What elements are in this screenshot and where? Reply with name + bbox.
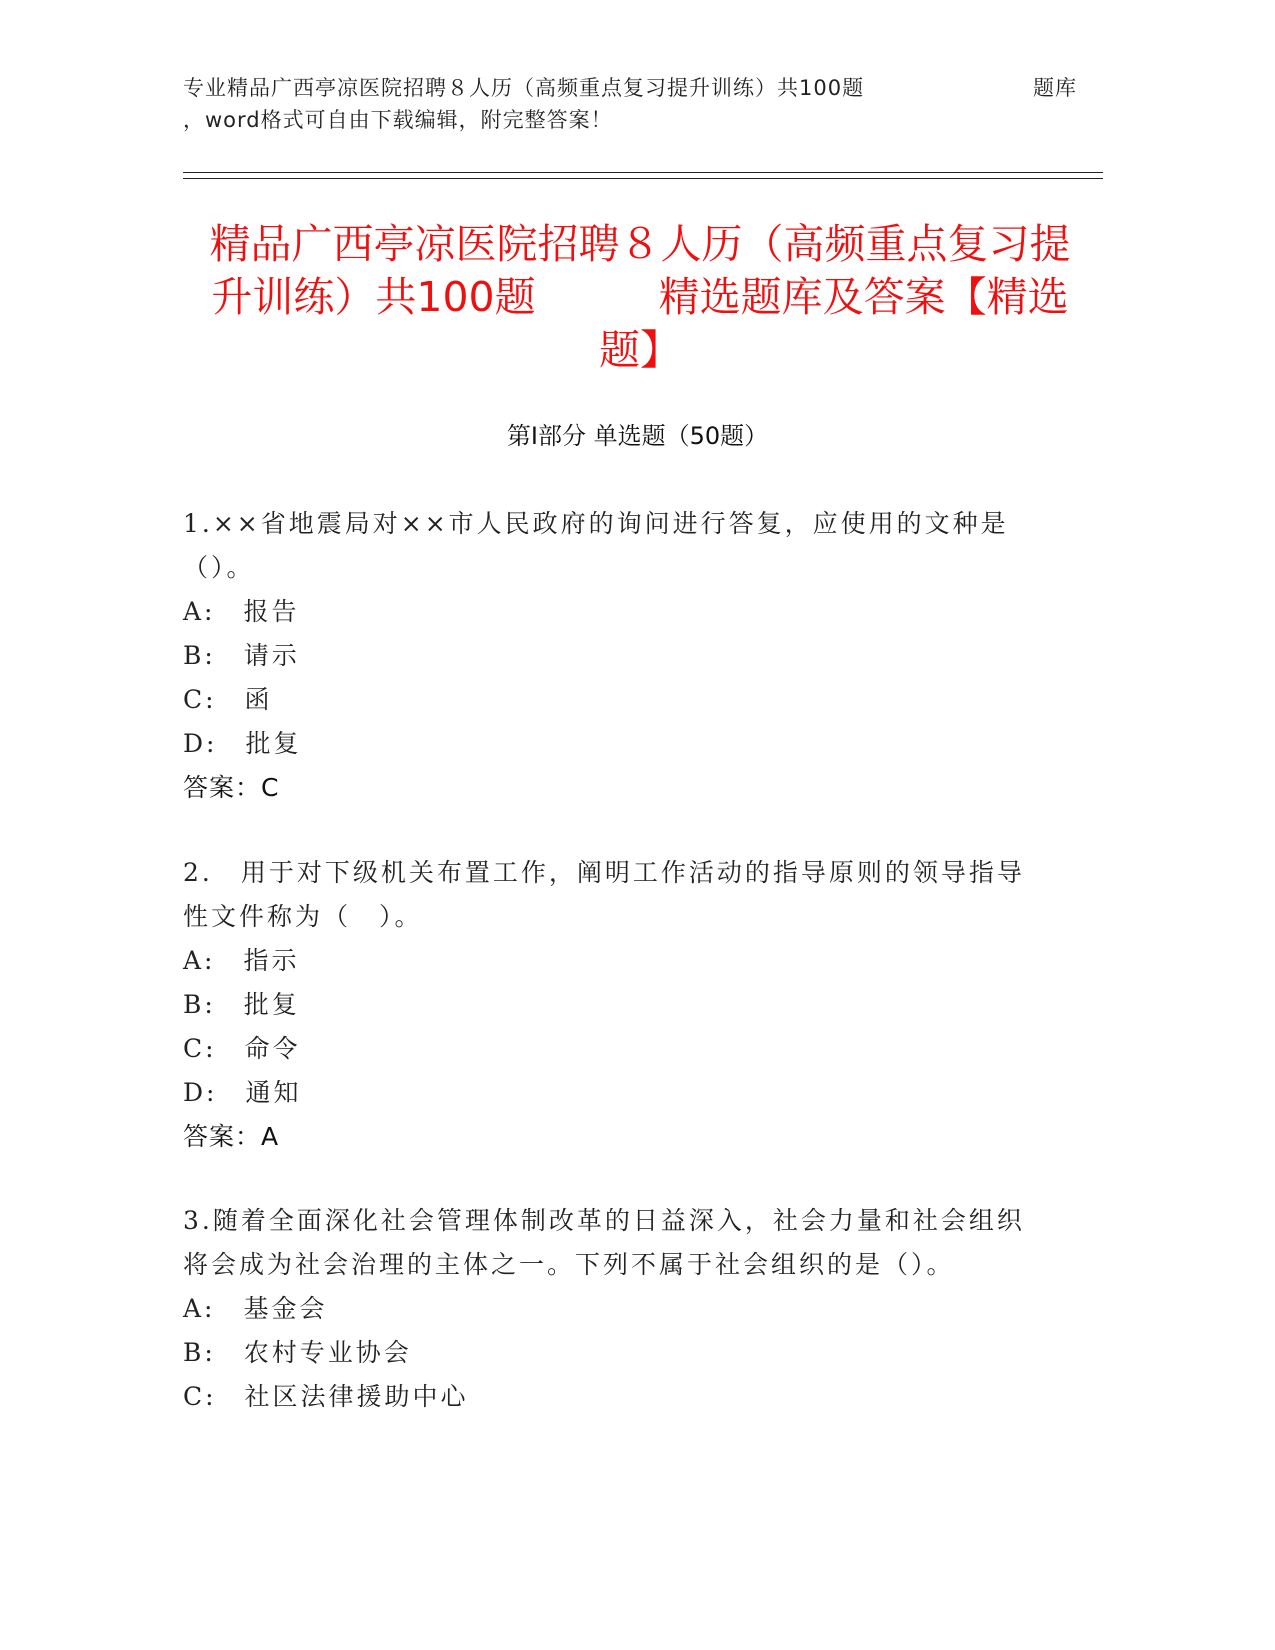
question-2 [183,851,1043,1159]
header-divider-top [183,172,1103,173]
section-heading: 第Ⅰ部分 单选题（50题） [506,422,769,450]
header-subtext: ，word格式可自由下载编辑，附完整答案！ [183,108,613,132]
answer: 答案：C [183,773,280,802]
option-b: B: 农村专业协会 [183,1338,412,1367]
question-3 [183,1199,1043,1419]
option-d: D: 通知 [183,1078,302,1107]
option-b: B: 批复 [183,990,300,1019]
question-stem: 2. 用于对下级机关布置工作，阐明工作活动的指导原则的领导指导性文件称为（ ）。 [183,858,1025,931]
document-header [183,72,1083,136]
option-a: A: 指示 [183,946,300,975]
option-c: C: 函 [183,685,273,714]
option-d: D: 批复 [183,729,302,758]
answer: 答案：A [183,1122,280,1151]
header-tag: 题库 [1033,76,1077,100]
option-c: C: 命令 [183,1034,301,1063]
option-c: C: 社区法律援助中心 [183,1382,469,1411]
question-stem: 1.××省地震局对××市人民政府的询问进行答复，应使用的文种是（）。 [183,509,1009,582]
header-divider-bottom [183,178,1103,179]
option-a: A: 基金会 [183,1294,328,1323]
question-1 [183,502,1043,810]
question-stem: 3.随着全面深化社会管理体制改革的日益深入，社会力量和社会组织将会成为社会治理的主体之一。下列不属于社会组织的是（）。 [183,1206,1025,1279]
option-a: A: 报告 [183,597,300,626]
option-b: B: 请示 [183,641,300,670]
document-title: 精品广西亭凉医院招聘８人历（高频重点复习提升训练）共100题 精选题库及答案【精选题】 [209,220,1071,374]
header-text: 专业精品广西亭凉医院招聘８人历（高频重点复习提升训练）共100题 [183,76,865,100]
